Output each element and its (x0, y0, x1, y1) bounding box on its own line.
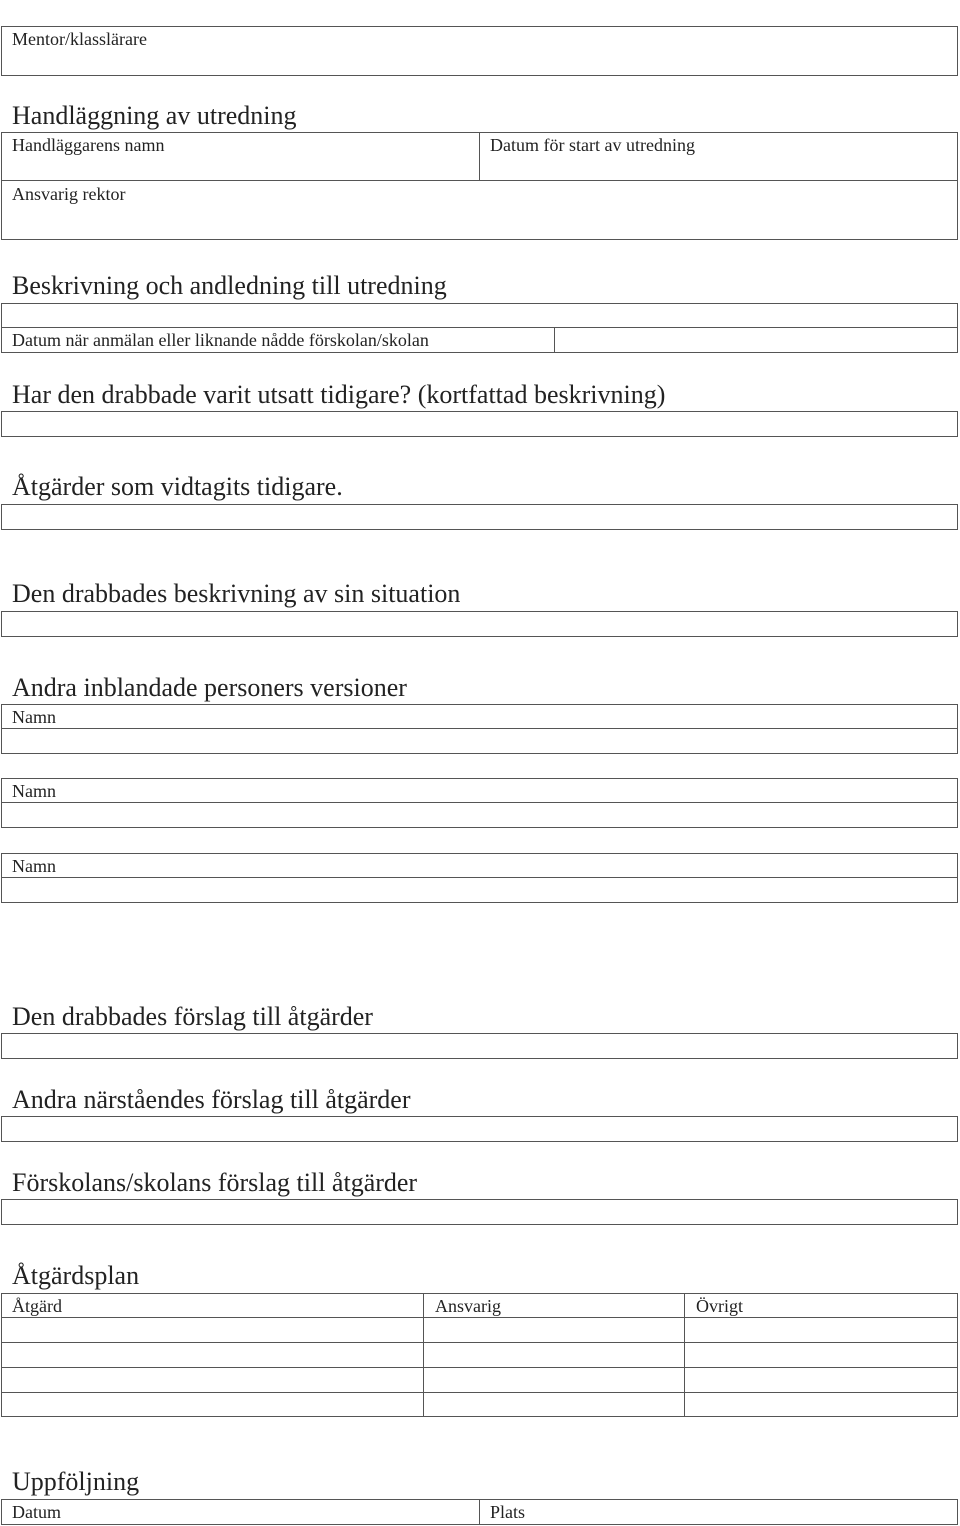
situation-field[interactable] (1, 611, 958, 637)
person-3-name-field[interactable] (1, 853, 958, 879)
datum-anmalan-field[interactable] (554, 327, 958, 353)
handlaggning-heading: Handläggning av utredning (12, 101, 297, 130)
forslag-skola-heading: Förskolans/skolans förslag till åtgärder (12, 1168, 418, 1197)
atgardsplan-row-line-2 (1, 1342, 958, 1343)
atgarder-tidigare-heading: Åtgärder som vidtagits tidigare. (12, 472, 343, 501)
person-3-version-field[interactable] (1, 877, 958, 903)
atgarder-tidigare-field[interactable] (1, 504, 958, 530)
rektor-field[interactable] (1, 180, 958, 240)
start-date-label: Datum för start av utredning (490, 135, 695, 155)
atgardsplan-col-divider-2 (684, 1293, 685, 1417)
atgardsplan-col-atgard: Åtgärd (12, 1296, 62, 1316)
person-2-name-label: Namn (12, 781, 56, 801)
person-3-name-label: Namn (12, 856, 56, 876)
atgardsplan-col-ansvarig: Ansvarig (435, 1296, 501, 1316)
tidigare-field[interactable] (1, 411, 958, 437)
atgardsplan-row-line-3 (1, 1367, 958, 1368)
atgardsplan-heading: Åtgärdsplan (12, 1261, 140, 1290)
person-1-name-field[interactable] (1, 704, 958, 730)
handlaggare-name-label: Handläggarens namn (12, 135, 165, 155)
atgardsplan-row-line-1 (1, 1317, 958, 1318)
forslag-drabbade-heading: Den drabbades förslag till åtgärder (12, 1002, 373, 1031)
rektor-label: Ansvarig rektor (12, 184, 126, 204)
uppfoljning-heading: Uppföljning (12, 1467, 140, 1496)
forslag-skola-field[interactable] (1, 1199, 958, 1225)
beskrivning-field-top[interactable] (1, 303, 958, 329)
datum-anmalan-label: Datum när anmälan eller liknande nådde förskolan/skolan (12, 330, 429, 350)
tidigare-heading: Har den drabbade varit utsatt tidigare? (kortfattad beskrivning) (12, 380, 666, 409)
atgardsplan-col-ovrigt: Övrigt (696, 1296, 743, 1316)
uppfoljning-plats-label: Plats (490, 1502, 526, 1522)
forslag-drabbade-field[interactable] (1, 1033, 958, 1059)
mentor-label: Mentor/klasslärare (12, 29, 147, 49)
atgardsplan-row-line-4 (1, 1392, 958, 1393)
forslag-narstaende-heading: Andra närståendes förslag till åtgärder (12, 1085, 411, 1114)
uppfoljning-datum-label: Datum (12, 1502, 61, 1522)
person-2-version-field[interactable] (1, 802, 958, 828)
beskrivning-heading: Beskrivning och andledning till utredning (12, 271, 447, 300)
person-1-name-label: Namn (12, 707, 56, 727)
forslag-narstaende-field[interactable] (1, 1116, 958, 1142)
atgardsplan-col-divider-1 (423, 1293, 424, 1417)
situation-heading: Den drabbades beskrivning av sin situation (12, 579, 461, 608)
uppfoljning-datum-field[interactable] (1, 1499, 481, 1525)
uppfoljning-plats-field[interactable] (479, 1499, 958, 1525)
person-2-name-field[interactable] (1, 778, 958, 804)
andra-personer-heading: Andra inblandade personers versioner (12, 673, 407, 702)
person-1-version-field[interactable] (1, 728, 958, 754)
